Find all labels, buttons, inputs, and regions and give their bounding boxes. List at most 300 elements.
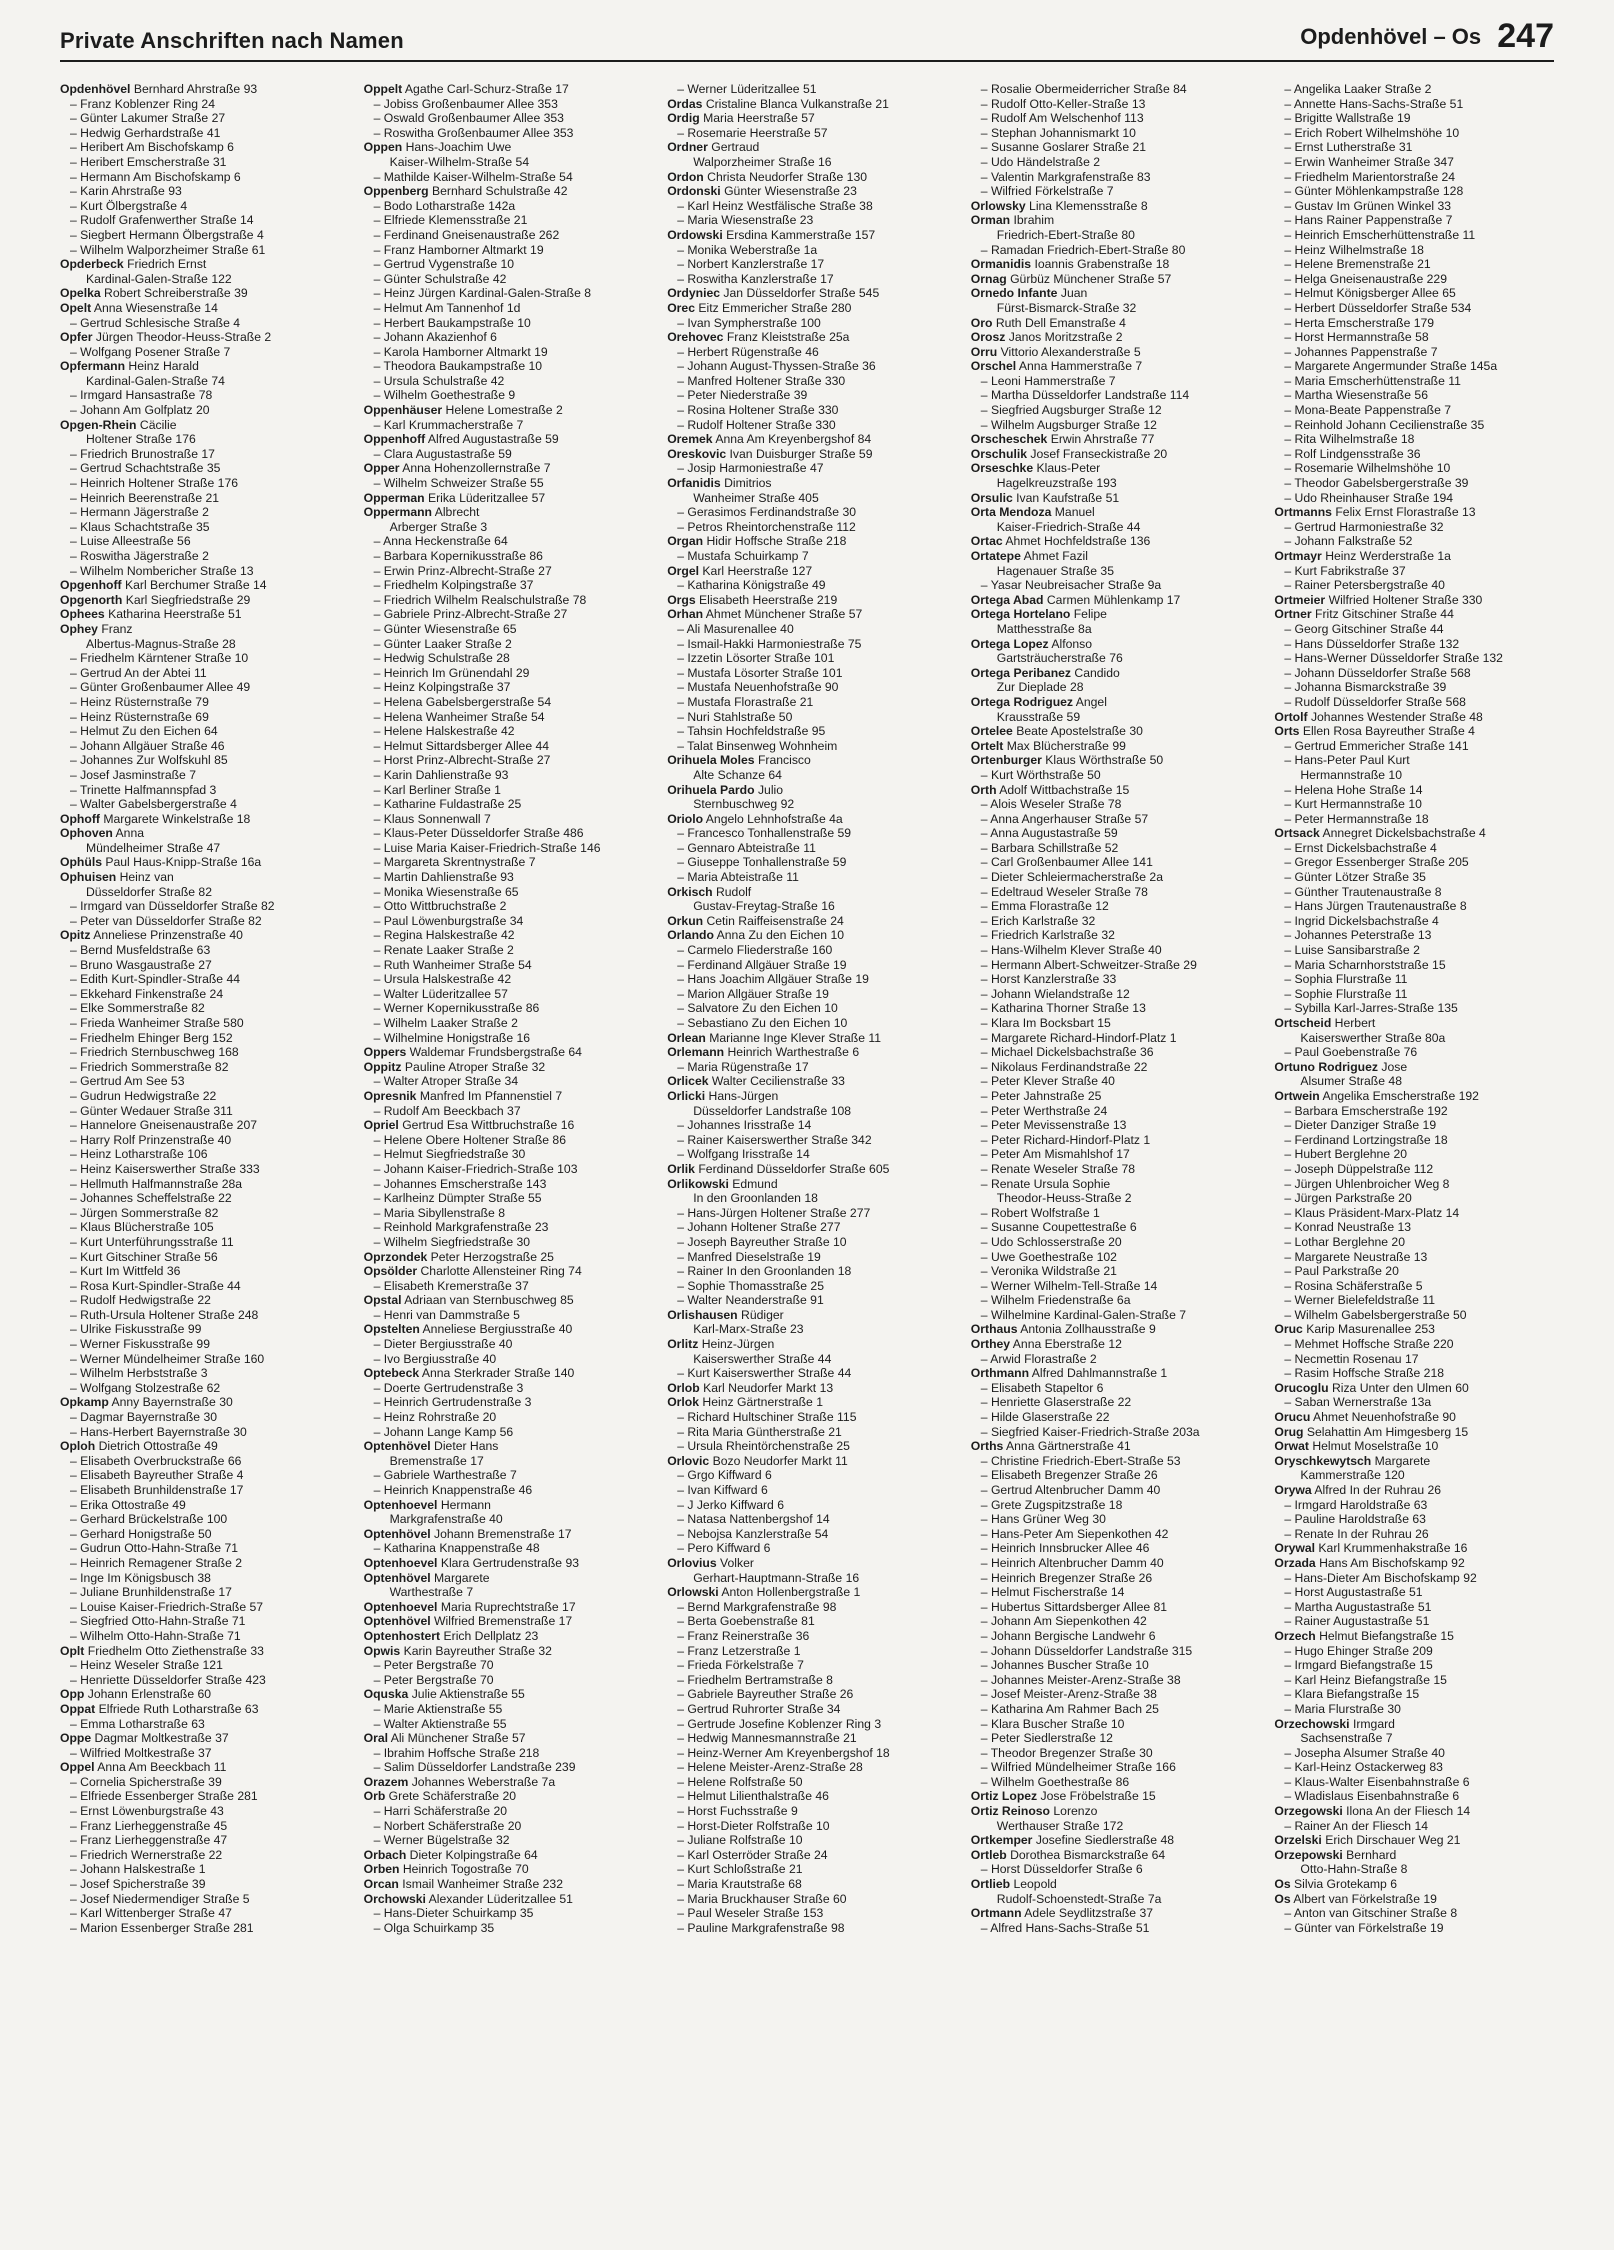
entry-details: Vittorio Alexanderstraße 5 <box>1000 344 1141 359</box>
directory-entry <box>60 870 346 885</box>
directory-entry <box>1274 505 1560 520</box>
entry-details: Maria Ruprechtstraße 17 <box>440 1599 576 1614</box>
surname: Ortiz Reinoso <box>970 1804 1051 1819</box>
entry-details: Francisco <box>757 753 811 768</box>
directory-entry <box>60 1235 346 1250</box>
entry-details: – Ferdinand Gneisenaustraße 262 <box>373 227 560 242</box>
name-range: Opdenhövel – Os <box>1300 24 1482 49</box>
directory-entry <box>667 1804 953 1819</box>
entry-details: – Franz Hamborner Altmarkt 19 <box>373 242 544 257</box>
directory-entry <box>971 651 1257 666</box>
directory-entry <box>60 1220 346 1235</box>
directory-entry <box>364 1760 650 1775</box>
directory-entry <box>971 753 1257 768</box>
surname: Ortmayr <box>1274 549 1322 563</box>
directory-entry <box>971 1892 1257 1907</box>
directory-entry <box>667 899 953 914</box>
entry-details: – Klara Biefangstraße 15 <box>1284 1687 1420 1702</box>
surname: Ordas <box>667 96 703 111</box>
entry-details: – Theodor Gabelsbergerstraße 39 <box>1284 476 1469 491</box>
entry-details: – Heribert Am Bischofskamp 6 <box>70 140 234 155</box>
entry-details: Alte Schanze 64 <box>693 767 782 782</box>
entry-details: – Werner Fiskusstraße 99 <box>70 1337 210 1352</box>
surname: Ortega Rodriguez <box>970 694 1074 709</box>
directory-entry <box>60 972 346 987</box>
directory-entry <box>1274 943 1560 958</box>
entry-details: – Anton van Gitschiner Straße 8 <box>1284 1906 1458 1921</box>
entry-details: – Johann Halskestraße 1 <box>70 1862 206 1877</box>
directory-entry <box>1274 637 1560 652</box>
surname: Orcan <box>363 1877 399 1892</box>
entry-details: – Sebastiano Zu den Eichen 10 <box>677 1016 848 1030</box>
directory-entry <box>971 461 1257 476</box>
entry-details: Wilfried Bremenstraße 17 <box>434 1614 573 1629</box>
directory-entry <box>1274 243 1560 258</box>
directory-entry <box>1274 666 1560 681</box>
directory-entry <box>1274 1410 1560 1425</box>
directory-entry <box>971 1118 1257 1133</box>
column-2 <box>364 82 650 2232</box>
directory-entry <box>60 1162 346 1177</box>
directory-entry <box>364 1892 650 1907</box>
entry-details: – Susanne Goslarer Straße 21 <box>980 140 1147 155</box>
directory-entry <box>60 1571 346 1586</box>
directory-entry <box>60 1410 346 1425</box>
entry-details: – Dieter Schleiermacherstraße 2a <box>980 870 1163 885</box>
entry-details: – Sophie Thomasstraße 25 <box>677 1278 824 1293</box>
directory-entry <box>971 447 1257 462</box>
directory-entry <box>364 1352 650 1367</box>
entry-details: Ivan Kaufstraße 51 <box>1016 490 1120 505</box>
entry-details: – Michael Dickelsbachstraße 36 <box>980 1045 1154 1060</box>
entry-details: – Karl-Heinz Ostackerweg 83 <box>1284 1760 1443 1775</box>
entry-details: Bremenstraße 17 <box>389 1453 484 1468</box>
entry-details: – Siegfried Augsburger Straße 12 <box>980 403 1162 418</box>
entry-details: – Juliane Brunhildenstraße 17 <box>70 1585 232 1600</box>
directory-entry <box>364 958 650 973</box>
directory-entry <box>971 1819 1257 1834</box>
surname: Opderbeck <box>60 257 124 272</box>
page-number: 247 <box>1497 17 1554 55</box>
directory-entry <box>364 680 650 695</box>
directory-entry <box>364 388 650 403</box>
entry-details: – Rainer Augustastraße 51 <box>1284 1614 1430 1629</box>
entry-details: – Johannes Pappenstraße 7 <box>1284 344 1438 359</box>
entry-details: Alfred In der Ruhrau 26 <box>1314 1483 1442 1497</box>
entry-details: Ismail Wanheimer Straße 232 <box>402 1877 563 1892</box>
entry-details: – Heinrich Beerenstraße 21 <box>70 490 220 505</box>
directory-entry <box>971 1133 1257 1148</box>
entry-details: – Klara Buscher Straße 10 <box>980 1716 1125 1731</box>
directory-entry <box>60 841 346 856</box>
directory-entry <box>667 739 953 754</box>
entry-details: – Heinrich Knappenstraße 46 <box>373 1483 533 1497</box>
directory-entry <box>667 1425 953 1440</box>
directory-entry <box>667 1308 953 1323</box>
directory-entry <box>971 272 1257 287</box>
directory-entry <box>364 651 650 666</box>
directory-entry <box>60 1658 346 1673</box>
entry-details: – Heinrich Altenbrucher Damm 40 <box>980 1555 1164 1570</box>
directory-entry <box>364 447 650 462</box>
directory-entry <box>364 607 650 622</box>
entry-details: Heinz-Jürgen <box>701 1337 775 1352</box>
entry-details: – Hermann Albert-Schweitzer-Straße 29 <box>980 957 1197 972</box>
surname: Orzegowski <box>1274 1804 1343 1819</box>
directory-entry <box>364 1804 650 1819</box>
directory-entry <box>364 1264 650 1279</box>
entry-details: – Clara Augustastraße 59 <box>373 446 512 461</box>
directory-entry <box>667 520 953 535</box>
directory-entry <box>667 958 953 973</box>
directory-entry <box>1274 82 1560 97</box>
entry-details: – Hans-Peter Am Siepenkothen 42 <box>980 1526 1169 1541</box>
surname: Orlicki <box>667 1088 706 1103</box>
entry-details: Cristaline Blanca Vulkanstraße 21 <box>705 96 889 111</box>
entry-details: – Werner Wilhelm-Tell-Straße 14 <box>980 1278 1158 1293</box>
directory-entry <box>364 1483 650 1498</box>
directory-entry <box>971 885 1257 900</box>
directory-entry <box>971 1614 1257 1629</box>
entry-details: – Bodo Lotharstraße 142a <box>373 198 516 213</box>
entry-details: Warthestraße 7 <box>389 1585 474 1600</box>
entry-details: – Johannes Irisstraße 14 <box>677 1118 812 1133</box>
entry-details: Felipe <box>1073 607 1107 622</box>
entry-details: – Ursula Rheintörchenstraße 25 <box>677 1439 850 1454</box>
directory-entry <box>1274 855 1560 870</box>
entry-details: – Harri Schäferstraße 20 <box>373 1804 508 1819</box>
entry-details: – Helena Hohe Straße 14 <box>1284 782 1423 797</box>
directory-entry <box>971 1308 1257 1323</box>
entry-details: Wilfried Holtener Straße 330 <box>1328 592 1483 607</box>
directory-entry <box>364 1089 650 1104</box>
directory-entry <box>1274 1235 1560 1250</box>
directory-entry <box>1274 1454 1560 1469</box>
entry-details: – Rita Wilhelmstraße 18 <box>1284 432 1415 447</box>
entry-details: – Helena Wanheimer Straße 54 <box>373 709 545 724</box>
surname: Orec <box>667 300 695 315</box>
entry-details: Robert Schreiberstraße 39 <box>104 286 248 301</box>
directory-entry <box>971 184 1257 199</box>
directory-entry <box>971 1001 1257 1016</box>
entry-details: – Sybilla Karl-Jarres-Straße 135 <box>1284 1001 1458 1016</box>
entry-details: Max Blücherstraße 99 <box>1006 738 1126 753</box>
directory-entry <box>667 1848 953 1863</box>
directory-entry <box>60 82 346 97</box>
entry-details: Gürbüz Münchener Straße 57 <box>1010 271 1172 286</box>
surname: Ortega Hortelano <box>970 607 1071 622</box>
directory-entry <box>60 753 346 768</box>
directory-entry <box>1274 520 1560 535</box>
entry-details: – Gabriele Prinz-Albrecht-Straße 27 <box>373 607 568 622</box>
surname: Orug <box>1274 1424 1304 1439</box>
entry-details: – Hans Düsseldorfer Straße 132 <box>1284 636 1460 651</box>
directory-entry <box>364 987 650 1002</box>
directory-entry <box>60 1074 346 1089</box>
directory-entry <box>971 111 1257 126</box>
entry-details: – Dieter Danziger Straße 19 <box>1284 1118 1437 1133</box>
page-range-block <box>1300 17 1554 56</box>
directory-entry <box>60 1556 346 1571</box>
directory-entry <box>971 228 1257 243</box>
directory-entry <box>971 1906 1257 1921</box>
entry-details: – Erwin Wanheimer Straße 347 <box>1284 154 1454 169</box>
directory-entry <box>971 1322 1257 1337</box>
entry-details: – Grete Zugspitzstraße 18 <box>980 1497 1123 1512</box>
entry-details: – Wilhelm Laaker Straße 2 <box>373 1016 518 1030</box>
entry-details: – Peter Klever Straße 40 <box>980 1074 1115 1089</box>
entry-details: – Peter van Düsseldorfer Straße 82 <box>70 913 262 928</box>
entry-details: – Izzetin Lösorter Straße 101 <box>677 651 835 666</box>
entry-details: Walporzheimer Straße 16 <box>693 154 832 169</box>
directory-entry <box>667 1454 953 1469</box>
surname: Ophuisen <box>60 870 117 885</box>
surname: Opgenhoff <box>60 578 122 593</box>
directory-entry <box>971 1848 1257 1863</box>
directory-entry <box>971 724 1257 739</box>
entry-details: Leopold <box>1013 1877 1057 1892</box>
directory-entry <box>667 1614 953 1629</box>
entry-details: – Olga Schuirkamp 35 <box>373 1920 495 1935</box>
entry-details: – Friedrich Wernerstraße 22 <box>70 1847 223 1862</box>
entry-details: – Emma Lotharstraße 63 <box>70 1716 205 1731</box>
entry-details: – Karin Ahrstraße 93 <box>70 184 182 199</box>
entry-details: – Barbara Schillstraße 52 <box>980 840 1119 855</box>
entry-details: – Lothar Berglehne 20 <box>1284 1234 1405 1249</box>
directory-entry <box>971 1395 1257 1410</box>
entry-details: Albrecht <box>434 505 480 520</box>
surname: Orywa <box>1274 1483 1312 1497</box>
surname: Ordner <box>667 140 708 155</box>
directory-entry <box>60 461 346 476</box>
directory-entry <box>364 1600 650 1615</box>
entry-details: – Richard Hultschiner Straße 115 <box>677 1410 857 1425</box>
entry-details: Dimitrios <box>724 476 772 491</box>
entry-details: – Horst-Dieter Rolfstraße 10 <box>677 1818 830 1833</box>
entry-details: – Klaus-Walter Eisenbahnstraße 6 <box>1284 1774 1470 1789</box>
directory-entry <box>60 301 346 316</box>
directory-entry <box>60 1045 346 1060</box>
directory-entry <box>667 418 953 433</box>
surname: Orhan <box>667 607 704 622</box>
directory-entry <box>364 914 650 929</box>
directory-entry <box>667 1512 953 1527</box>
directory-entry <box>60 1322 346 1337</box>
directory-entry <box>364 826 650 841</box>
entry-details: – Günter Lakumer Straße 27 <box>70 111 226 126</box>
surname: Ornedo Infante <box>970 286 1058 301</box>
directory-entry <box>971 286 1257 301</box>
directory-entry <box>971 710 1257 725</box>
directory-entry <box>667 170 953 185</box>
directory-entry <box>60 388 346 403</box>
entry-details: – Hans Jürgen Trautenaustraße 8 <box>1284 899 1467 914</box>
directory-entry <box>364 140 650 155</box>
surname: Orywal <box>1274 1541 1316 1556</box>
directory-entry <box>60 987 346 1002</box>
entry-details: Paul Haus-Knipp-Straße 16a <box>105 855 262 870</box>
directory-entry <box>667 826 953 841</box>
directory-entry <box>1274 316 1560 331</box>
directory-entry <box>1274 1250 1560 1265</box>
directory-entry <box>667 374 953 389</box>
directory-entry <box>364 1571 650 1586</box>
entry-details: – Helene Meister-Arenz-Straße 28 <box>677 1760 863 1775</box>
surname: Ortner <box>1274 607 1312 622</box>
entry-details: Gertraud <box>711 140 760 155</box>
directory-entry <box>971 330 1257 345</box>
surname: Orkisch <box>667 884 713 899</box>
directory-entry <box>971 1162 1257 1177</box>
surname: Orlikowski <box>667 1176 729 1191</box>
directory-entry <box>364 534 650 549</box>
entry-details: Jürgen Theodor-Heuss-Straße 2 <box>95 330 272 345</box>
entry-details: – Theodor Bregenzer Straße 30 <box>980 1745 1153 1760</box>
entry-details: – Hans-Dieter Am Bischofskamp 92 <box>1284 1570 1477 1585</box>
entry-details: – Hans Grüner Weg 30 <box>980 1512 1106 1527</box>
directory-entry <box>667 885 953 900</box>
directory-entry <box>971 622 1257 637</box>
entry-details: – Luise Sansibarstraße 2 <box>1284 943 1420 958</box>
directory-entry <box>364 768 650 783</box>
directory-entry <box>1274 593 1560 608</box>
directory-entry <box>971 797 1257 812</box>
directory-entry <box>1274 1702 1560 1717</box>
directory-entry <box>60 1614 346 1629</box>
directory-entry <box>60 184 346 199</box>
entry-details: – Helene Halskestraße 42 <box>373 724 515 739</box>
directory-entry <box>60 812 346 827</box>
directory-entry <box>667 1571 953 1586</box>
directory-entry <box>364 1177 650 1192</box>
directory-entry <box>1274 870 1560 885</box>
entry-details: Karl-Marx-Straße 23 <box>693 1322 804 1337</box>
directory-entry <box>60 1439 346 1454</box>
entry-details: – Herta Emscherstraße 179 <box>1284 315 1435 330</box>
entry-details: – Wolfgang Stolzestraße 62 <box>70 1380 221 1395</box>
directory-entry <box>971 1177 1257 1192</box>
directory-entry <box>60 330 346 345</box>
directory-entry <box>971 1410 1257 1425</box>
entry-details: – Paul Parkstraße 20 <box>1284 1264 1399 1279</box>
entry-details: – Elke Sommerstraße 82 <box>70 1001 205 1016</box>
directory-entry <box>667 97 953 112</box>
directory-entry <box>60 1031 346 1046</box>
directory-entry <box>971 243 1257 258</box>
directory-entry <box>971 1235 1257 1250</box>
entry-details: – Edeltraud Weseler Straße 78 <box>980 884 1148 899</box>
entry-details: Holtener Straße 176 <box>86 432 196 447</box>
surname: Oppitz <box>363 1059 402 1074</box>
entry-details: – Leoni Hammerstraße 7 <box>980 373 1116 388</box>
directory-entry <box>667 1191 953 1206</box>
surname: Ortatepe <box>970 549 1021 563</box>
directory-entry <box>971 1658 1257 1673</box>
surname: Ortega Lopez <box>970 636 1049 651</box>
directory-entry <box>971 1074 1257 1089</box>
entry-details: – Herbert Rügenstraße 46 <box>677 344 819 359</box>
entry-details: – Helmut Sittardsberger Allee 44 <box>373 738 550 753</box>
entry-details: – Horst Augustastraße 51 <box>1284 1585 1423 1600</box>
entry-details: – Peter Bergstraße 70 <box>373 1672 494 1687</box>
entry-details: – Gabriele Warthestraße 7 <box>373 1468 517 1483</box>
surname: Opstal <box>363 1293 402 1308</box>
directory-entry <box>60 943 346 958</box>
directory-entry <box>364 549 650 564</box>
entry-details: – Wilhelm Goethestraße 9 <box>373 388 516 403</box>
entry-details: Ferdinand Düsseldorfer Straße 605 <box>698 1161 890 1176</box>
entry-details: – Katharina Knappenstraße 48 <box>373 1541 540 1556</box>
directory-entry <box>971 1804 1257 1819</box>
directory-entry <box>1274 1381 1560 1396</box>
directory-entry <box>364 1250 650 1265</box>
entry-details: – Hubertus Sittardsberger Allee 81 <box>980 1599 1168 1614</box>
directory-entry <box>971 1687 1257 1702</box>
entry-details: – Gerasimos Ferdinandstraße 30 <box>677 505 857 520</box>
directory-entry <box>1274 1556 1560 1571</box>
directory-entry <box>60 1862 346 1877</box>
directory-entry <box>1274 1425 1560 1440</box>
entry-details: Kaiser-Friedrich-Straße 44 <box>996 519 1141 534</box>
entry-details: – Josef Niedermendiger Straße 5 <box>70 1891 250 1906</box>
directory-entry <box>364 783 650 798</box>
directory-entry <box>364 1717 650 1732</box>
directory-entry <box>60 1687 346 1702</box>
directory-entry <box>60 126 346 141</box>
entry-details: – Barbara Kopernikusstraße 86 <box>373 549 543 563</box>
entry-details: – Martha Wiesenstraße 56 <box>1284 388 1428 403</box>
surname: Orfanidis <box>667 476 721 491</box>
entry-details: – Klara Im Bocksbart 15 <box>980 1016 1111 1030</box>
directory-entry <box>667 476 953 491</box>
directory-entry <box>60 1118 346 1133</box>
directory-entry <box>364 564 650 579</box>
directory-entry <box>667 228 953 243</box>
entry-details: – Hilde Glaserstraße 22 <box>980 1410 1110 1425</box>
entry-details: – Josef Jasminstraße 7 <box>70 767 196 782</box>
directory-entry <box>1274 1177 1560 1192</box>
directory-entry <box>1274 695 1560 710</box>
directory-entry <box>667 1322 953 1337</box>
directory-entry <box>667 783 953 798</box>
entry-details: Josef Franseckistraße 20 <box>1030 446 1168 461</box>
entry-details: – Heinrich Bregenzer Straße 26 <box>980 1570 1153 1585</box>
entry-details: – Helmut Zu den Eichen 64 <box>70 724 218 739</box>
entry-details: Ersdina Kammerstraße 157 <box>726 227 876 242</box>
directory-entry <box>60 403 346 418</box>
directory-entry <box>1274 155 1560 170</box>
directory-entry <box>1274 1439 1560 1454</box>
entry-details: – Roswitha Jägerstraße 2 <box>70 549 209 563</box>
directory-entry <box>971 739 1257 754</box>
entry-details: Josefine Siedlerstraße 48 <box>1035 1833 1175 1848</box>
directory-entry <box>971 1104 1257 1119</box>
entry-details: – Salim Düsseldorfer Landstraße 239 <box>373 1760 576 1775</box>
entry-details: – Johannes Scheffelstraße 22 <box>70 1191 232 1206</box>
surname: Oppenhäuser <box>363 403 443 418</box>
surname: Orihuela Pardo <box>667 782 755 797</box>
directory-entry <box>667 1060 953 1075</box>
surname: Ophey <box>60 621 98 636</box>
directory-entry <box>971 199 1257 214</box>
entry-details: – Margarete Richard-Hindorf-Platz 1 <box>980 1030 1177 1045</box>
entry-details: – Gregor Essenberger Straße 205 <box>1284 855 1469 870</box>
directory-entry <box>667 1498 953 1513</box>
directory-entry <box>364 724 650 739</box>
directory-entry <box>1274 418 1560 433</box>
entry-details: Markgrafenstraße 40 <box>389 1512 503 1527</box>
entry-details: – Salvatore Zu den Eichen 10 <box>677 1001 838 1016</box>
